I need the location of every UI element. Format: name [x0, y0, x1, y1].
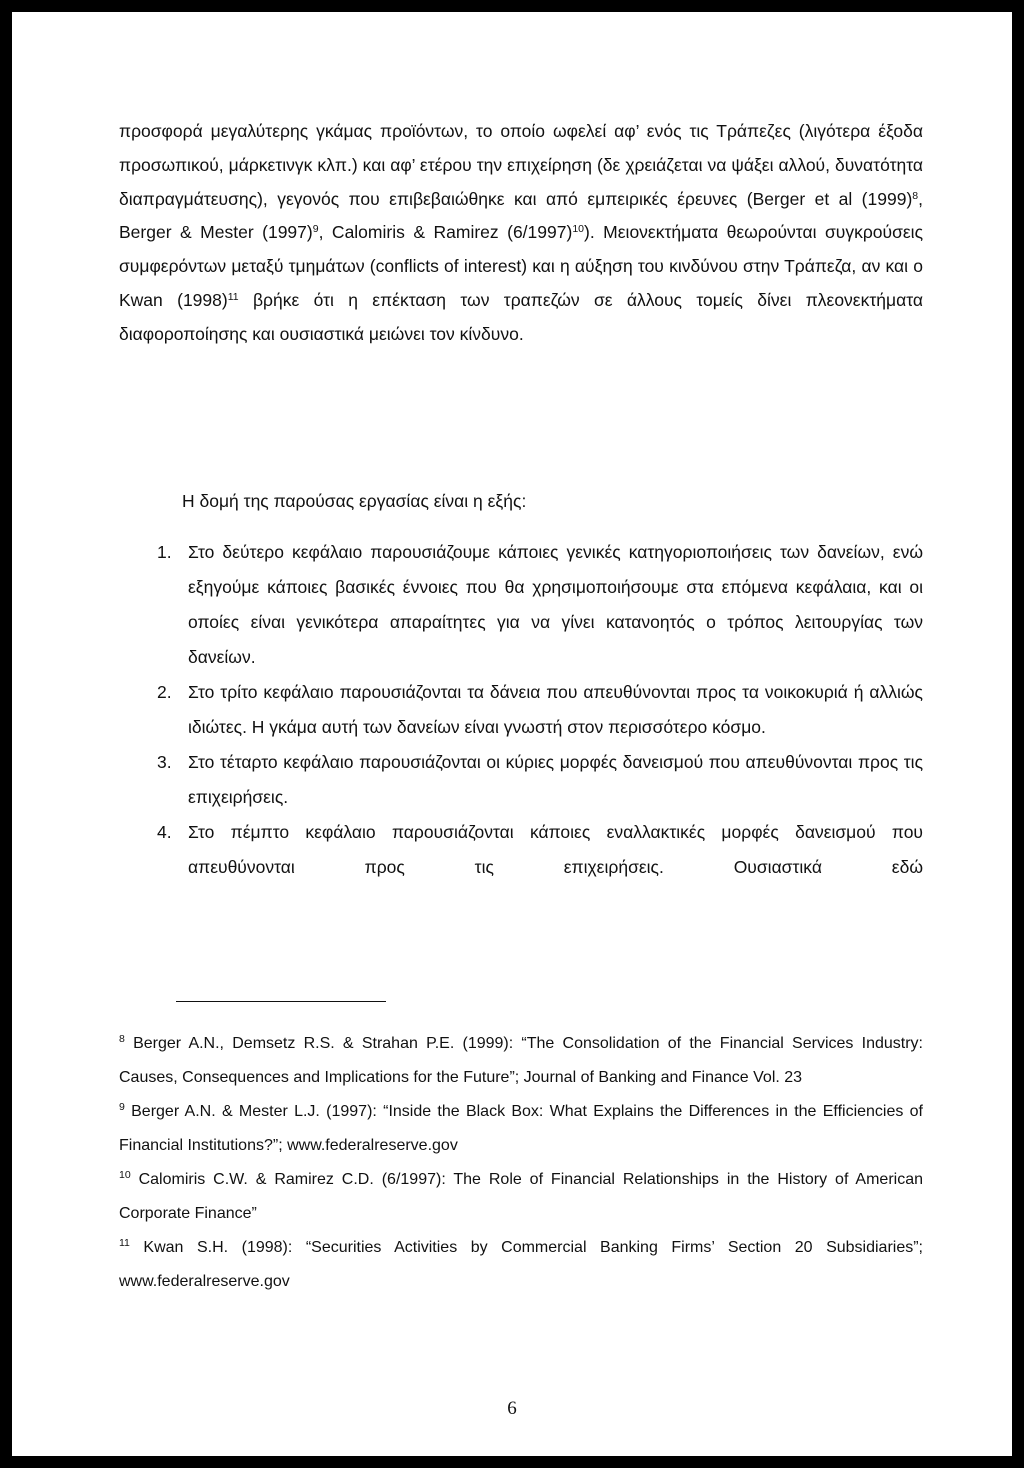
- footnote-number: 11: [119, 1237, 130, 1249]
- list-text: Στο δεύτερο κεφάλαιο παρουσιάζουμε κάποιες γενικές κατηγοριοποιήσεις των δανείων, ενώ εξηγούμε κάποιες βασικές έννοιες που θα χρησιμοποιήσουμε στα επόμενα κεφάλαια, και οι οποίες είναι γενικότερα απαραίτητες για να γίνει κατανοητός ο τρόπος λειτουργίας των δανείων.: [188, 542, 923, 667]
- footnote-ref-10[interactable]: 10: [572, 223, 584, 236]
- footnote-text: Kwan S.H. (1998): “Securities Activities by Commercial Banking Firms’ Section 20 Subsidiaries”; www.federalreserve.gov: [119, 1239, 923, 1290]
- footnote: [119, 1027, 923, 1095]
- footnote: [119, 1231, 923, 1299]
- paragraph-text: βρήκε ότι η επέκταση των τραπεζών σε άλλους τομείς δίνει πλεονεκτήματα διαφοροποίησης και ουσιαστικά μειώνει τον κίνδυνο.: [119, 289, 923, 344]
- footnote: [119, 1095, 923, 1163]
- structure-intro: Η δομή της παρούσας εργασίας είναι η εξής:: [182, 491, 527, 511]
- list-item: [119, 745, 923, 815]
- footnote-text: Berger A.N. & Mester L.J. (1997): “Inside the Black Box: What Explains the Differences in the Efficiencies of Financial Institutions?”; www.federalreserve.gov: [119, 1103, 923, 1154]
- list-item: [119, 535, 923, 675]
- paragraph-text: ). Μειονεκτήματα θεωρούνται συγκρούσεις συμφερόντων μεταξύ τμημάτων (conflicts of interest) και η αύξηση του κινδύνου στην Τράπεζα, αν και ο Kwan (1998): [119, 222, 924, 310]
- footnote-ref-11[interactable]: 11: [227, 290, 239, 303]
- body-paragraph: [119, 115, 923, 352]
- footnote-number: 8: [119, 1033, 125, 1045]
- footnote-divider: [176, 1001, 386, 1002]
- footnote-ref-9[interactable]: 9: [312, 223, 319, 236]
- list-item: [119, 675, 923, 745]
- footnote-number: 9: [119, 1101, 125, 1113]
- list-text: Στο πέμπτο κεφάλαιο παρουσιάζονται κάποιες εναλλακτικές μορφές δανεισμού που απευθύνονται προς τις επιχειρήσεις. Ουσιαστικά εδώ: [188, 822, 923, 877]
- chapter-list: [119, 535, 923, 885]
- list-number: 3.: [157, 752, 172, 772]
- page-number: 6: [507, 1398, 517, 1419]
- document-page: [12, 12, 1012, 1456]
- footnote-ref-8[interactable]: 8: [912, 189, 919, 202]
- footnote: [119, 1163, 923, 1231]
- list-text: Στο τρίτο κεφάλαιο παρουσιάζονται τα δάνεια που απευθύνονται προς τα νοικοκυριά ή αλλιώς ιδιώτες. Η γκάμα αυτή των δανείων είναι γνωστή στον περισσότερο κόσμο.: [188, 682, 923, 737]
- footnote-number: 10: [119, 1169, 131, 1181]
- list-number: 2.: [157, 682, 172, 702]
- list-number: 4.: [157, 822, 172, 842]
- footnotes: [119, 1027, 923, 1299]
- footnote-text: Berger A.N., Demsetz R.S. & Strahan P.E. (1999): “The Consolidation of the Financial Services Industry: Causes, Consequences and Implications for the Future”; Journal of Banking and Finance Vol. 23: [119, 1035, 923, 1086]
- paragraph-text: , Calomiris & Ramirez (6/1997): [318, 222, 573, 243]
- paragraph-text: προσφορά μεγαλύτερης γκάμας προϊόντων, το οποίο ωφελεί αφ’ ενός τις Τράπεζες (λιγότερα έξοδα προσωπικού, μάρκετινγκ κλπ.) και αφ’ ετέρου την επιχείρηση (δε χρειάζεται να ψάξει αλλού, δυνατότητα διαπραγμάτευσης), γεγονός που επιβεβαιώθηκε και από εμπειρικές έρευνες (Berger et al (1999): [119, 121, 923, 209]
- list-number: 1.: [157, 542, 172, 562]
- list-text: Στο τέταρτο κεφάλαιο παρουσιάζονται οι κύριες μορφές δανεισμού που απευθύνονται προς τις επιχειρήσεις.: [188, 752, 923, 807]
- list-item: [119, 815, 923, 885]
- footnote-text: Calomiris C.W. & Ramirez C.D. (6/1997): The Role of Financial Relationships in the History of American Corporate Finance”: [119, 1171, 923, 1222]
- paragraph-text: , Berger & Mester (1997): [119, 188, 923, 243]
